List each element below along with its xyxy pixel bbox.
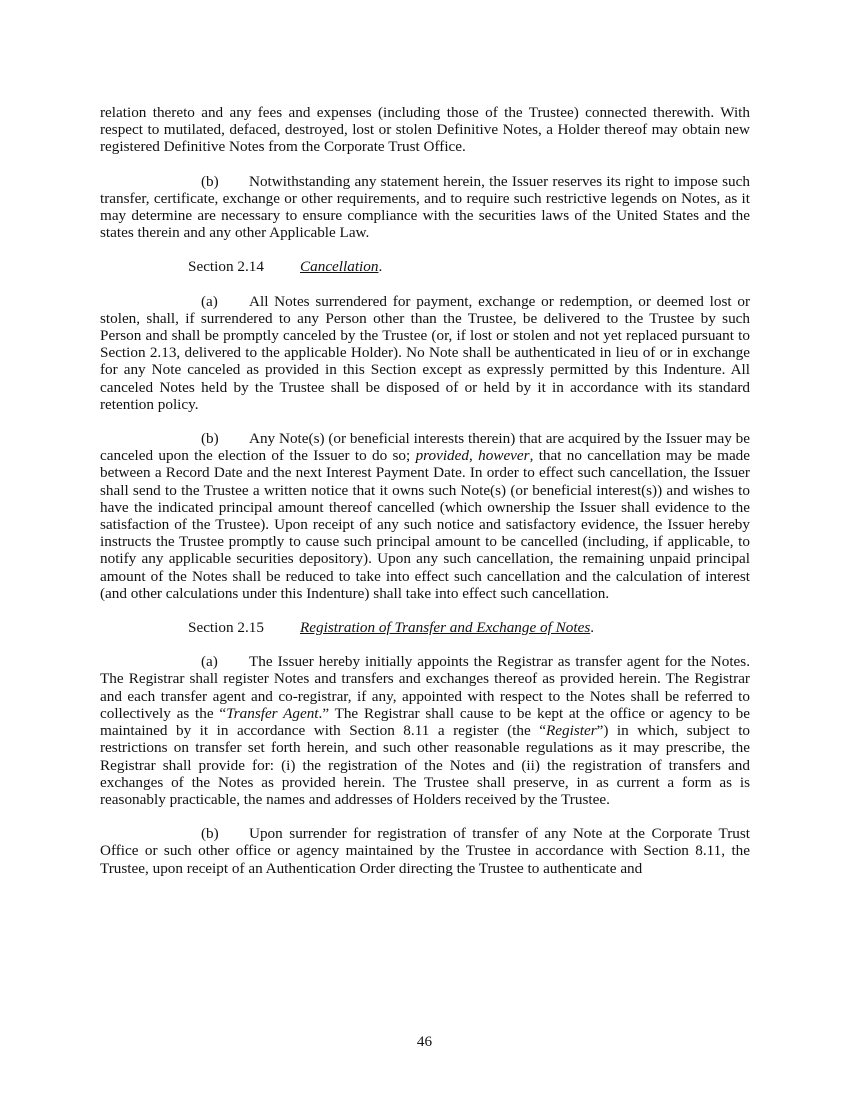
paragraph-2-15-a xyxy=(100,653,750,808)
paragraph-text-cont: .” The Registrar shall cause to be kept at the office or agency to be maintained by it in accordance with Section 8.11 a register (the “ xyxy=(100,704,751,740)
page-number: 46 xyxy=(416,1033,433,1050)
paragraph-text: All Notes surrendered for payment, exchange or redemption, or deemed lost or stolen, shall, if surrendered to any Person other than the Trustee, be delivered to the Trustee by such Person and shall be promptly canceled by the Trustee (or, if lost or stolen and not yet replaced pursuant to Section 2.13, delivered to the applicable Holder). No Note shall be authenticated in lieu of or in exchange for any Note canceled as provided in this Section except as expressly permitted by this Indenture. All canceled Notes held by the Trustee shall be disposed of or held by it in accordance with its standard retention policy. xyxy=(100,292,750,413)
section-title-period: . xyxy=(378,258,383,276)
comma: , xyxy=(469,447,473,465)
paragraph-text-cont-2: ”) in which, subject to restrictions on transfer set forth herein, and such other reasonable regulations as it may prescribe, the Registrar shall provide for: (i) the registration of the Notes and (ii) the registration of transfers and exchanges of the Notes as provided herein. The Trustee shall preserve, in as current a form as is reasonably practicable, the names and addresses of Holders received by the Trustee. xyxy=(100,722,751,808)
section-heading-2-14 xyxy=(100,258,750,275)
paragraph-text-cont: , that no cancellation may be made between a Record Date and the next Interest Payment Date. In order to effect such cancellation, the Issuer shall send to the Trustee a written notice that it owns such Note(s) (or beneficial interest(s)) and wishes to have the indicated principal amount thereof cancelled (which ownership the Issuer shall evidence to the satisfaction of the Trustee). Upon receipt of any such notice and satisfactory evidence, the Issuer hereby instructs the Trustee promptly to cause such principal amount to be cancelled (including, if applicable, to notify any applicable securities depository). Upon any such cancellation, the remaining unpaid principal amount of the Notes shall be reduced to take into effect such cancellation and the calculation of interest (and other calculations under this Indenture) shall take into effect such cancellation. xyxy=(100,447,751,602)
subsection-label: (b) xyxy=(201,825,219,843)
defined-term-transfer-agent: Transfer Agent xyxy=(226,704,319,722)
section-heading-2-15 xyxy=(100,619,750,636)
paragraph-2-14-a xyxy=(100,293,750,413)
document-body xyxy=(100,104,750,894)
paragraph-text: Notwithstanding any statement herein, the Issuer reserves its right to impose such transfer, certificate, exchange or other requirements, and to require such restrictive legends on Notes, as it may determine are necessary to ensure compliance with the securities laws of the United States and the states therein and any other Applicable Law. xyxy=(100,172,750,242)
section-title-period: . xyxy=(590,619,595,637)
subsection-label: (b) xyxy=(201,430,219,448)
paragraph-2-15-b xyxy=(100,825,750,877)
paragraph-2-13-b xyxy=(100,173,750,242)
subsection-label: (a) xyxy=(201,653,218,671)
section-number: Section 2.15 xyxy=(188,619,264,637)
subsection-label: (b) xyxy=(201,172,219,190)
defined-term-register: Register xyxy=(546,722,597,740)
paragraph-continuation xyxy=(100,104,750,156)
paragraph-2-14-b xyxy=(100,430,750,602)
section-title: Cancellation xyxy=(300,258,379,276)
section-title: Registration of Transfer and Exchange of Notes xyxy=(300,619,591,637)
italic-term-provided: provided xyxy=(415,447,469,465)
paragraph-text: The Issuer hereby initially appoints the Registrar as transfer agent for the Notes. The Registrar shall register Notes and transfers and exchanges thereof as provided herein. The Registrar and each transfer agent and co-registrar, if any, appointed with respect to the Notes shall be referred to collectively as the “ xyxy=(100,653,750,722)
section-number: Section 2.14 xyxy=(188,258,264,276)
paragraph-text: Upon surrender for registration of transfer of any Note at the Corporate Trust Office or such other office or agency maintained by the Trustee in accordance with Section 8.11, the Trustee, upon receipt of an Authentication Order directing the Trustee to authenticate and xyxy=(100,825,750,877)
italic-term-however: however xyxy=(478,447,530,465)
paragraph-text: relation thereto and any fees and expenses (including those of the Trustee) connected therewith. With respect to mutilated, defaced, destroyed, lost or stolen Definitive Notes, a Holder thereof may obtain new registered Definitive Notes from the Corporate Trust Office. xyxy=(100,104,750,156)
subsection-label: (a) xyxy=(201,292,218,310)
paragraph-text: Any Note(s) (or beneficial interests therein) that are acquired by the Issuer may be canceled upon the election of the Issuer to do so; xyxy=(100,430,750,465)
